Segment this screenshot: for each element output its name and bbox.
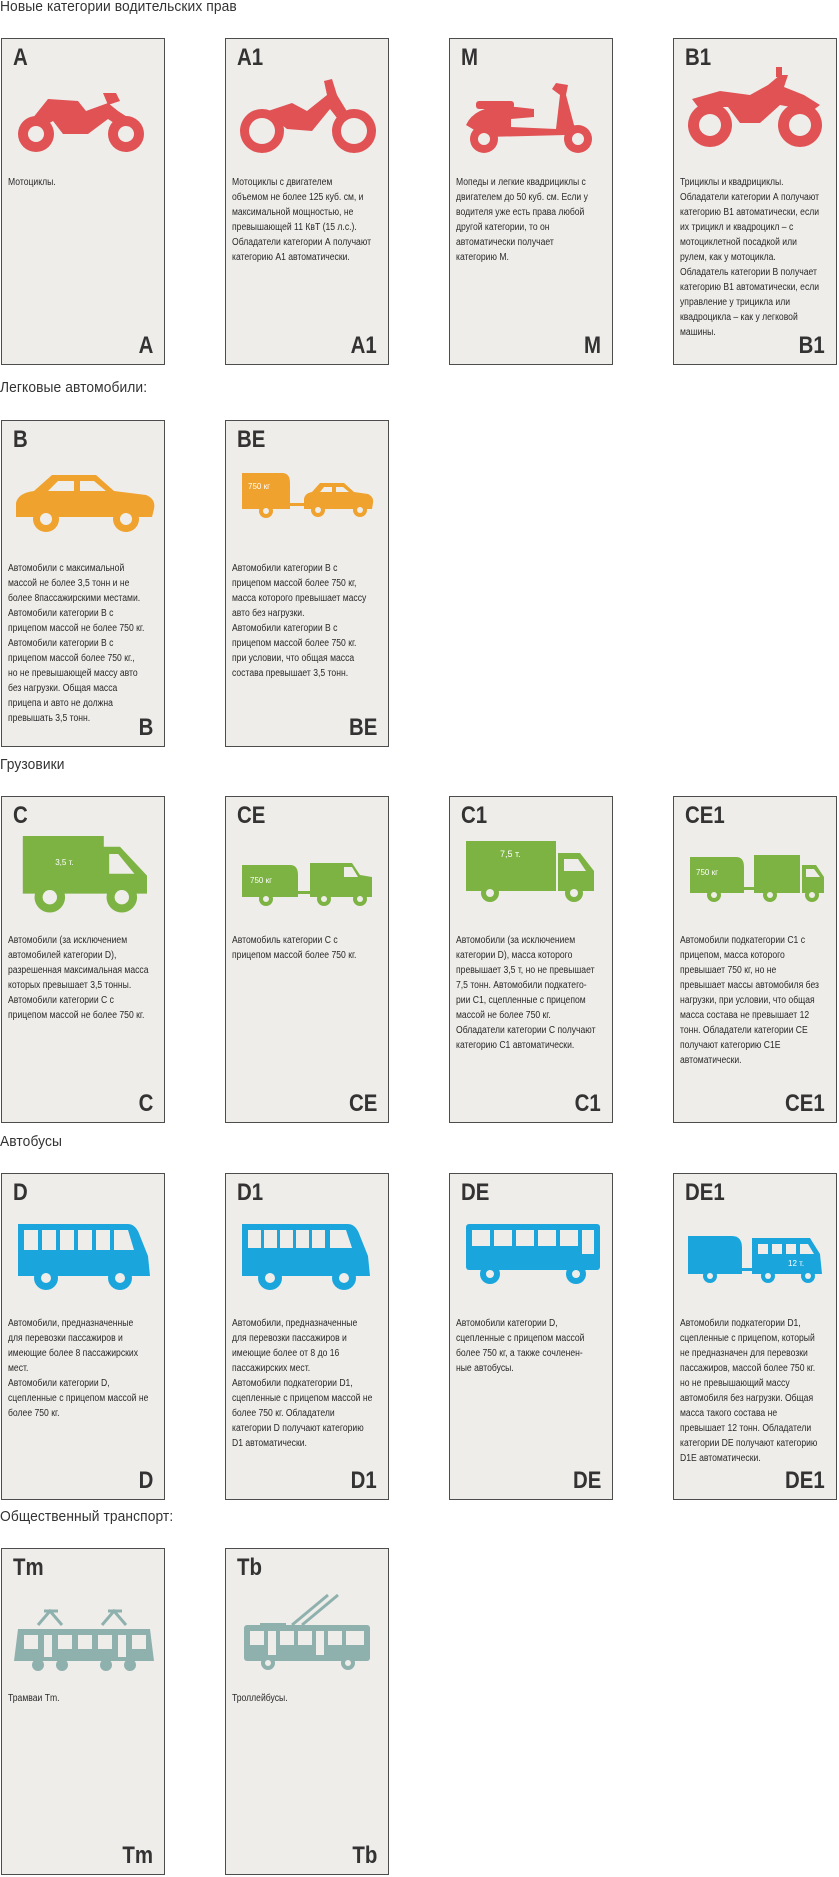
category-code-bottom: D1 bbox=[350, 1467, 377, 1494]
category-code-bottom: BE bbox=[348, 714, 377, 741]
category-code-bottom: DE1 bbox=[785, 1467, 825, 1494]
category-description: Автомобили (за исключением категории D), масса которого превышает 3,5 т, но не превышает 7,5 тонн. Автомобили подкатего- рии С1, сцепленные с прицепом массой не более 750 кг. Обладатели категории С получают категорию С1 автоматически. bbox=[456, 935, 596, 1051]
category-code: C bbox=[13, 802, 28, 829]
category-code: DE1 bbox=[685, 1179, 725, 1206]
category-card-d bbox=[1, 1173, 165, 1500]
category-code: B bbox=[13, 426, 28, 453]
category-code-bottom: CE bbox=[348, 1090, 377, 1117]
category-description: Автомобили (за исключением автомобилей категории D), разрешенная максимальная масса которых превышает 3,5 тонны. Автомобили категории С с прицепом массой не более 750 кг. bbox=[8, 935, 149, 1021]
category-code: DE bbox=[461, 1179, 490, 1206]
category-code: D bbox=[13, 1179, 28, 1206]
bus-icon bbox=[8, 1216, 160, 1306]
category-description: Трициклы и квадрициклы. Обладатели категории А получают категорию В1 автоматически, если их трицикл и квадроцикл – с мотоциклетной посадкой или рулем, как у мотоцикла. Обладатель категории В получает категорию В1 автоматически, если управление у трицикла или квадроцикла – как у легковой машины. bbox=[680, 177, 820, 338]
section-title-public-transport: Общественный транспорт: bbox=[0, 1508, 174, 1525]
category-code-bottom: DE bbox=[572, 1467, 601, 1494]
trailer-weight-label: 750 кг bbox=[696, 868, 718, 877]
category-description: Автомобили категории В с прицепом массой более 750 кг, масса которого превышает массу авто без нагрузки. Автомобили категории В с прицепом массой более 750 кг. при условии, что общая масса состава превышает 3,5 тонн. bbox=[232, 563, 367, 679]
category-card-ce1 bbox=[673, 796, 837, 1123]
category-card-tm bbox=[1, 1548, 165, 1875]
category-card-be bbox=[225, 420, 389, 747]
category-card-de bbox=[449, 1173, 613, 1500]
category-code: A1 bbox=[237, 44, 264, 71]
dirt-bike-icon bbox=[232, 73, 384, 163]
category-code-bottom: A bbox=[138, 332, 153, 359]
category-description: Мотоциклы с двигателем объемом не более 125 куб. см, и максимальной мощностью, не превышающей 11 КвТ (15 л.с.). Обладатели категории А получают категорию А1 автоматически. bbox=[232, 177, 372, 263]
truck-with-trailer-icon bbox=[680, 835, 832, 925]
category-code-bottom: A1 bbox=[350, 332, 377, 359]
motorcycle-icon bbox=[8, 79, 160, 169]
category-code-bottom: Tb bbox=[352, 1842, 377, 1869]
minibus-with-trailer-icon bbox=[680, 1214, 832, 1304]
scooter-icon bbox=[456, 75, 608, 165]
category-code-bottom: D bbox=[138, 1467, 153, 1494]
category-code: M bbox=[461, 44, 478, 71]
category-description: Автомобили подкатегории С1 с прицепом, масса которого превышает 750 кг, но не превышает массы автомобиля без нагрузки, при условии, что общая масса состава не превышает 12 тонн. Обладатели категории СЕ получают категорию С1Е автоматически. bbox=[680, 935, 819, 1066]
category-card-ce bbox=[225, 796, 389, 1123]
atv-icon bbox=[680, 61, 832, 151]
trailer-weight-label: 750 кг bbox=[250, 876, 272, 885]
tram-icon bbox=[8, 1589, 160, 1679]
category-card-m bbox=[449, 38, 613, 365]
category-code-bottom: CE1 bbox=[785, 1090, 825, 1117]
trailer-weight-label: 750 кг bbox=[248, 482, 270, 491]
category-code: B1 bbox=[685, 44, 712, 71]
category-description: Мопеды и легкие квадрициклы с двигателем до 50 куб. см. Если у водителя уже есть права любой другой категории, то он автоматически получает категорию М. bbox=[456, 177, 588, 263]
truck-load-label: 3,5 т. bbox=[55, 857, 74, 867]
category-card-b bbox=[1, 420, 165, 747]
category-card-c bbox=[1, 796, 165, 1123]
category-code: Tb bbox=[237, 1554, 262, 1581]
category-description: Трамваи Tm. bbox=[8, 1693, 60, 1704]
car-icon bbox=[8, 463, 160, 553]
section-title-new-categories: Новые категории водительских прав bbox=[0, 0, 237, 15]
trolleybus-icon bbox=[232, 1585, 384, 1675]
category-code: D1 bbox=[237, 1179, 264, 1206]
section-title-buses: Автобусы bbox=[0, 1133, 62, 1150]
category-code: Tm bbox=[13, 1554, 44, 1581]
category-card-a bbox=[1, 38, 165, 365]
category-code: CE1 bbox=[685, 802, 725, 829]
category-code-bottom: B1 bbox=[798, 332, 825, 359]
category-code: A bbox=[13, 44, 28, 71]
section-title-trucks: Грузовики bbox=[0, 756, 65, 773]
category-code-bottom: M bbox=[584, 332, 601, 359]
category-description: Автомобили категории D, сцепленные с прицепом массой более 750 кг, а также сочленен- ные автобусы. bbox=[456, 1318, 585, 1374]
truck-load-label: 7,5 т. bbox=[500, 849, 521, 859]
category-description: Автомобили подкатегории D1, сцепленные с прицепом, который не предназначен для перевозки пассажиров, массой более 750 кг. но не превышающий массу автомобиля без нагрузки. Общая масса такого состава не превышает 12 тонн. Обладатели категории DE получают категорию D1E автоматически. bbox=[680, 1318, 818, 1464]
category-description: Автомобили с максимальной массой не более 3,5 тонн и не более 8пассажирскими местами. Автомобили категории В с прицепом массой не более 750 кг. Автомобили категории В с прицепом массой более 750 кг., но не превышающей массу авто без нагрузки. Общая масса прицепа и авто не должна превышать 3,5 тонн. bbox=[8, 563, 145, 724]
category-code-bottom: B bbox=[138, 714, 153, 741]
truck-icon bbox=[8, 827, 160, 917]
category-code: C1 bbox=[461, 802, 488, 829]
section-title-cars: Легковые автомобили: bbox=[0, 379, 148, 396]
category-code-bottom: Tm bbox=[122, 1842, 153, 1869]
category-code: CE bbox=[237, 802, 266, 829]
category-code-bottom: C1 bbox=[574, 1090, 601, 1117]
van-with-trailer-icon bbox=[232, 839, 384, 929]
articulated-bus-icon bbox=[456, 1214, 608, 1304]
category-card-c1 bbox=[449, 796, 613, 1123]
category-card-tb bbox=[225, 1548, 389, 1875]
car-with-trailer-icon bbox=[232, 459, 384, 549]
category-description: Мотоциклы. bbox=[8, 177, 56, 188]
trailer-load-label: 12 т. bbox=[788, 1259, 805, 1268]
category-code-bottom: C bbox=[138, 1090, 153, 1117]
category-card-a1 bbox=[225, 38, 389, 365]
category-card-b1 bbox=[673, 38, 837, 365]
category-description: Автомобили, предназначенные для перевозки пассажиров и имеющие более 8 пассажирских мест. Автомобили категории D, сцепленные с прицепом массой не более 750 кг. bbox=[8, 1318, 149, 1419]
category-description: Автомобиль категории С с прицепом массой более 750 кг. bbox=[232, 935, 357, 961]
category-card-de1 bbox=[673, 1173, 837, 1500]
category-description: Троллейбусы. bbox=[232, 1693, 288, 1704]
box-truck-icon bbox=[456, 833, 608, 923]
category-code: BE bbox=[237, 426, 266, 453]
minibus-icon bbox=[232, 1216, 384, 1306]
category-card-d1 bbox=[225, 1173, 389, 1500]
category-description: Автомобили, предназначенные для перевозки пассажиров и имеющие более от 8 до 16 пассажирских мест. Автомобили подкатегории D1, сцепленные с прицепом массой не более 750 кг. Обладатели категории D получают категорию D1 автоматически. bbox=[232, 1318, 373, 1449]
